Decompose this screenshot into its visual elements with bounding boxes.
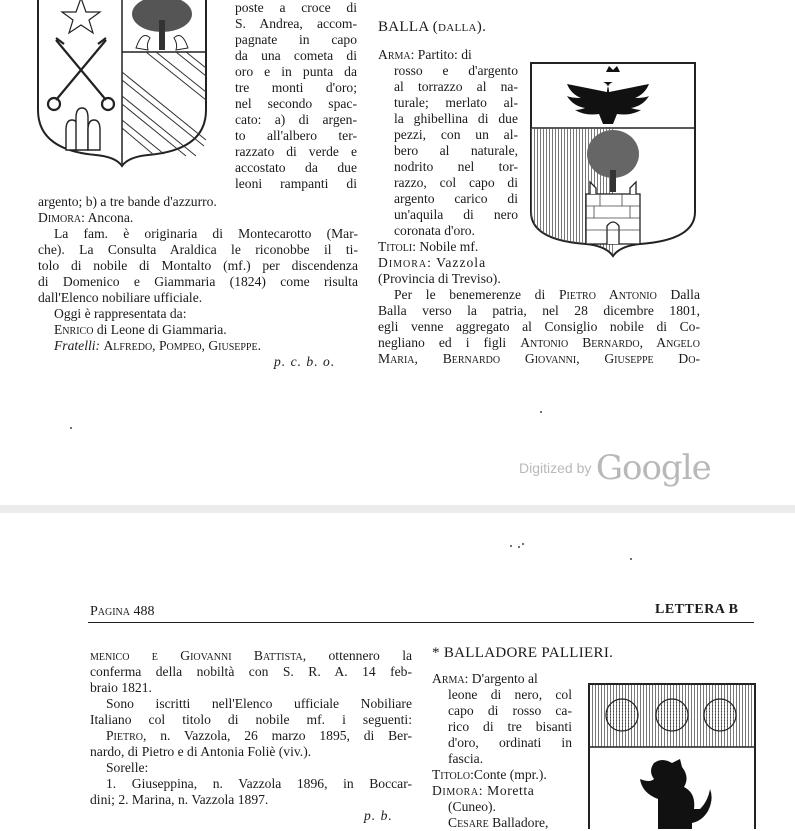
text-line: bero al naturale,: [394, 143, 518, 158]
text-line: (Cuneo).: [448, 799, 496, 814]
google-logo: Google: [595, 448, 711, 488]
arma-label: Arma:: [378, 47, 415, 62]
text-line: egli venne aggregato al Consiglio nobile di Co-: [378, 319, 700, 334]
text-line: accostato da due: [235, 160, 357, 175]
text-line: d'oro, ordinati in: [448, 735, 572, 750]
dimora-value: Moretta: [487, 783, 535, 798]
titoli-label: Titoli:: [378, 239, 416, 254]
text-line: [378, 335, 700, 351]
text-line: pezzi, con un al-: [394, 127, 518, 142]
text-span: Per le benemerenze di: [394, 287, 546, 302]
text-line: nel secondo spac-: [235, 96, 357, 111]
titolo-value: Conte (mpr.).: [473, 767, 547, 782]
enrico-line: [54, 322, 227, 338]
text-line: al torrazzo al na-: [394, 79, 518, 94]
titolo-line: [432, 767, 547, 783]
signature: p. c. b. o.: [274, 354, 336, 369]
text-line: Sorelle:: [106, 760, 149, 775]
text-line: braio 1821.: [90, 680, 152, 695]
heading-sub: (dalla).: [432, 19, 487, 35]
text-line: un'aquila di nero: [394, 207, 518, 222]
text-line: Sono iscritti nell'Elenco ufficiale Nobiliare: [106, 696, 412, 711]
header-rule: [88, 622, 754, 623]
speck: [630, 558, 632, 560]
speck: [510, 545, 512, 547]
titoli-line: [378, 239, 478, 255]
text-line: leone di nero, col: [448, 687, 572, 702]
text-line: argento; b) a tre bande d'azzurro.: [38, 194, 217, 209]
speck: [540, 411, 542, 413]
text-line: coronata d'oro.: [394, 223, 475, 238]
coat-of-arms-balla: [530, 62, 696, 258]
text-line: nodrito nel tor-: [394, 159, 518, 174]
heading-name: BALLA: [378, 19, 429, 35]
dimora-value: Ancona.: [87, 210, 134, 225]
person-name: Pietro,: [106, 728, 147, 743]
text-line: rico di tre bisanti: [448, 719, 572, 734]
dimora-line: [432, 783, 572, 799]
dimora-label: Dimora:: [432, 783, 484, 798]
text-line: Italiano col titolo di nobile mf. i seguenti:: [90, 712, 412, 727]
person-name: Pietro Antonio: [558, 287, 657, 302]
dimora-label: Dimora:: [38, 210, 85, 225]
text-line: [106, 728, 412, 744]
entry-heading: * BALLADORE PALLIERI.: [432, 645, 614, 661]
text-span: Dalla: [670, 287, 700, 302]
person-name: Cesare: [448, 815, 489, 830]
dimora-line: [38, 210, 133, 226]
text-line: Balla verso la patria, nel 28 dicembre 1801,: [378, 303, 700, 318]
text-line: la ghibellina di due: [394, 111, 518, 126]
titoli-value: Nobile mf.: [419, 239, 479, 254]
text-line: to all'albero ter-: [235, 128, 357, 143]
text-line: da una cometa di: [235, 48, 357, 63]
person-names: Alfredo, Pompeo, Giuseppe.: [103, 338, 262, 353]
text-line: argento carico di: [394, 191, 518, 206]
text-line: pagnate in capo: [235, 32, 357, 47]
text-line: leoni rampanti di: [235, 176, 357, 191]
text-span: ottennero la: [328, 648, 413, 663]
text-line: [394, 287, 700, 303]
text-span: di Leone di Giammaria.: [96, 322, 227, 337]
page-number: 488: [133, 604, 155, 619]
text-line: oro e in punta da: [235, 64, 357, 79]
text-span: Balladore,: [492, 815, 549, 830]
text-line: che). La Consulta Araldica le riconobbe il ti-: [38, 242, 358, 257]
person-names: menico e Giovanni Battista,: [90, 648, 307, 663]
coat-of-arms-giammaria: [36, 0, 208, 168]
person-name: Enrico: [54, 322, 94, 337]
text-line: razzato di verde e: [235, 144, 357, 159]
text-line: cato: a) di argen-: [235, 112, 357, 127]
text-line: (Provincia di Treviso).: [378, 271, 501, 286]
text-line: rosso e d'argento: [394, 63, 518, 78]
speck: [522, 543, 524, 545]
dimora-line: [378, 255, 486, 271]
text-line: turale; merlato al-: [394, 95, 518, 110]
speck: [70, 427, 72, 429]
text-line: tre monti d'oro;: [235, 80, 357, 95]
arma-label: Arma:: [432, 671, 469, 686]
dimora-label: Dimora:: [378, 255, 432, 270]
text-line: tolo di nobile di Montalto (mf.) per discendenza: [38, 258, 358, 273]
signature: p. b.: [364, 808, 393, 823]
text-line: 1. Giuseppina, n. Vazzola 1896, in Boccar-: [106, 776, 412, 791]
text-line: Maria, Bernardo Giovanni, Giuseppe Do-: [378, 351, 700, 366]
text-span: D'argento al: [471, 671, 538, 686]
entry-heading: [378, 19, 486, 35]
coat-of-arms-balladore: [588, 683, 756, 829]
text-line: poste a croce di: [235, 0, 357, 15]
text-line: dini; 2. Marina, n. Vazzola 1897.: [90, 792, 269, 807]
dimora-value: Vazzola: [436, 255, 487, 270]
text-span: negliano ed i figli: [378, 335, 507, 350]
titolo-label: Titolo:: [432, 767, 474, 782]
text-line: Oggi è rappresentata da:: [54, 306, 187, 321]
text-line: nardo, di Pietro e di Antonia Foliè (viv.).: [90, 744, 312, 759]
arma-line: [432, 671, 538, 687]
watermark-text: Digitized by: [519, 460, 592, 476]
person-names: Antonio Bernardo, Angelo: [520, 335, 700, 350]
text-line: S. Andrea, accom-: [235, 16, 357, 31]
page-bottom: [0, 513, 795, 829]
text-span: n. Vazzola, 26 marzo 1895, di Ber-: [160, 728, 412, 743]
text-line: razzo, col capo di: [394, 175, 518, 190]
text-line: conferma della nobiltà con S. R. A. 14 feb-: [90, 664, 412, 679]
text-line: La fam. è originaria di Montecarotto (Mar-: [54, 226, 358, 241]
fratelli-line: [54, 338, 261, 354]
text-line: [90, 648, 412, 664]
page-label: Pagina: [90, 604, 131, 619]
text-line: di Domenico e Giammaria (1824) come risulta: [38, 274, 358, 289]
page-separator: [0, 505, 795, 513]
running-header-page: [90, 604, 155, 620]
fratelli-label: Fratelli:: [54, 338, 101, 353]
speck: [518, 546, 520, 548]
text-line: dall'Elenco nobiliare ufficiale.: [38, 290, 203, 305]
text-line: fascia.: [448, 751, 484, 766]
running-header-letter: LETTERA B: [655, 602, 739, 617]
digitized-watermark: [519, 448, 711, 488]
arma-line: [378, 47, 518, 63]
text-span: Partito: di: [417, 47, 472, 62]
text-line: capo di rosso ca-: [448, 703, 572, 718]
